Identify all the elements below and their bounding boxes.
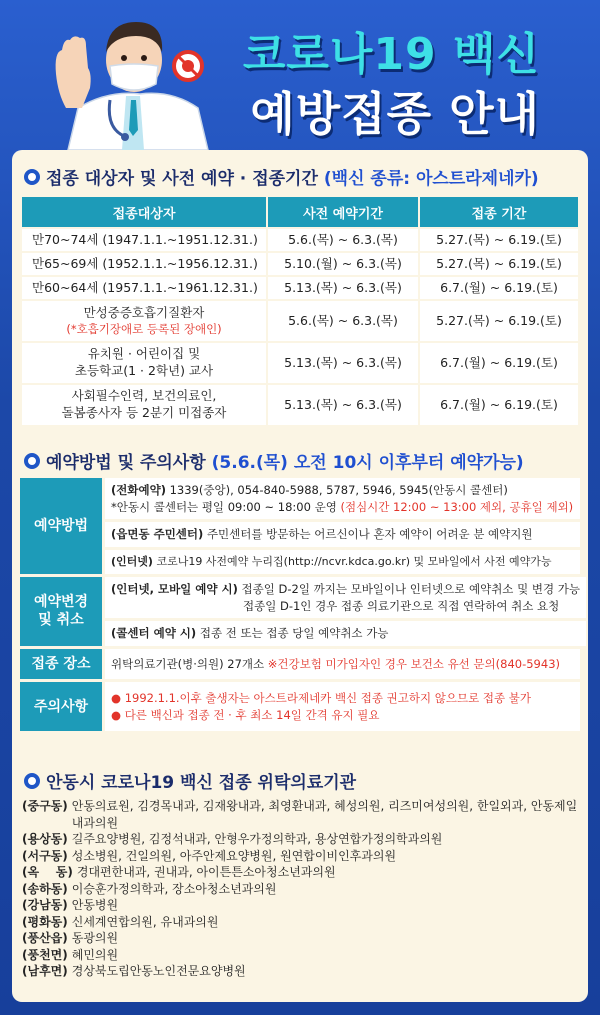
schedule-table	[20, 195, 580, 427]
table-row	[21, 252, 579, 276]
clinic-names: 성소병원, 건일의원, 아주안제요양병원, 원연합이비인후과의원	[71, 848, 397, 863]
change-call-tag: (콜센터 예약 시)	[111, 626, 197, 641]
method-callcenter-text: *안동시 콜센터는 평일 09:00 ~ 18:00 운영	[111, 499, 337, 514]
column-header-target: 접종대상자	[21, 196, 267, 228]
clinic-list	[22, 798, 578, 980]
cell-target: 만70~74세 (1947.1.1.~1951.12.31.)	[21, 228, 267, 252]
cell-target	[21, 384, 267, 426]
clinic-area: (옥 동)	[22, 865, 73, 879]
method-content	[105, 478, 580, 574]
section-reservation-heading	[24, 448, 524, 473]
change-call-text: 접종 전 또는 접종 당일 예약취소 가능	[199, 626, 389, 641]
column-header-reserve: 사전 예약기간	[267, 196, 419, 228]
place-label: 접종 장소	[20, 649, 102, 679]
section-schedule-highlight: (백신 종류: 아스트라제네카)	[323, 169, 539, 189]
list-item	[22, 848, 578, 865]
clinic-names: 혜민의원	[71, 947, 119, 962]
method-phone-text: 1339(중앙), 054-840-5988, 5787, 5946, 5945(안동시 콜센터)	[169, 483, 508, 497]
change-content	[105, 577, 586, 646]
section-clinics-heading	[24, 768, 356, 793]
page-title-line2: 예방접종 안내	[250, 87, 540, 141]
table-row	[21, 276, 579, 300]
section-schedule-title: 접종 대상자 및 사전 예약 · 접종기간	[46, 169, 318, 189]
header	[0, 0, 600, 150]
place-content	[105, 649, 580, 679]
clinic-area: (남후면)	[22, 964, 68, 978]
method-center-tag: (읍면동 주민센터)	[111, 527, 204, 542]
clinic-names: 길주요양병원, 김정석내과, 안형우가정의학과, 용상연합가정의학과의원	[71, 832, 443, 846]
list-item	[22, 831, 578, 848]
method-phone-tag: (전화예약)	[111, 483, 166, 497]
table-row	[21, 384, 579, 426]
change-label-line1: 예약변경	[33, 594, 89, 611]
cell-target: 만60~64세 (1957.1.1.~1961.12.31.)	[21, 276, 267, 300]
cell-target-line2: 돌봄종사자 등 2분기 미접종자	[61, 405, 227, 420]
table-row	[21, 342, 579, 384]
method-internet-text: 코로나19 사전예약 누리집(http://ncvr.kdca.go.kr) 및 모바일에서 사전 예약가능	[156, 555, 552, 569]
section-schedule-heading	[24, 164, 539, 189]
table-row	[21, 228, 579, 252]
cell-period: 6.7.(월) ~ 6.19.(토)	[419, 276, 579, 300]
caution-content	[105, 682, 580, 731]
list-item	[22, 963, 578, 980]
doctor-illustration-icon	[48, 8, 218, 150]
table-row	[21, 300, 579, 342]
list-item	[22, 930, 578, 947]
section-reservation-highlight: (5.6.(목) 오전 10시 이후부터 예약가능)	[211, 453, 524, 473]
method-phone	[105, 478, 580, 519]
clinic-area: (풍산읍)	[22, 931, 68, 945]
section-clinics-title: 안동시 코로나19 백신 접종 위탁의료기관	[46, 773, 357, 793]
bullet-circle-icon	[24, 169, 40, 185]
caution-row	[20, 682, 580, 731]
list-item	[22, 864, 578, 881]
cell-period: 6.7.(월) ~ 6.19.(토)	[419, 384, 579, 426]
clinic-names: 신세계연합의원, 유내과의원	[71, 914, 219, 929]
change-label-line2: 및 취소	[38, 612, 84, 629]
list-item	[22, 897, 578, 914]
change-net-text2: 접종일 D-1인 경우 접종 의료기관으로 직접 연락하여 취소 요청	[243, 598, 560, 613]
method-internet	[105, 550, 580, 574]
cell-target	[21, 342, 267, 384]
caution-item-2: ● 다른 백신과 접종 전 · 후 최소 14일 간격 유지 필요	[111, 707, 380, 722]
cell-reserve: 5.13.(목) ~ 6.3.(목)	[267, 384, 419, 426]
clinic-names: 안동의료원, 김경목내과, 김재왕내과, 최영환내과, 혜성의원, 리즈미여성의원, 한일외과, 안동제일내과의원	[71, 799, 578, 830]
list-item	[22, 798, 578, 831]
cell-target	[21, 300, 267, 342]
clinic-area: (용상동)	[22, 832, 68, 846]
cell-target: 만65~69세 (1952.1.1.~1956.12.31.)	[21, 252, 267, 276]
caution-items	[105, 682, 580, 731]
cell-target-main: 만성중증호흡기질환자	[83, 304, 205, 320]
cell-period: 6.7.(월) ~ 6.19.(토)	[419, 342, 579, 384]
section-reservation-title: 예약방법 및 주의사항	[46, 453, 206, 473]
cell-period: 5.27.(목) ~ 6.19.(토)	[419, 300, 579, 342]
cell-target-main: 사회필수인력, 보건의료인,	[71, 388, 217, 404]
method-internet-tag: (인터넷)	[111, 555, 153, 569]
change-net-tag: (인터넷, 모바일 예약 시)	[111, 581, 238, 596]
bullet-circle-icon	[24, 453, 40, 469]
method-callcenter-red: (점심시간 12:00 ~ 13:00 제외, 공휴일 제외)	[340, 499, 574, 514]
page-title-line1: 코로나19 백신	[242, 29, 540, 80]
cell-reserve: 5.6.(목) ~ 6.3.(목)	[267, 300, 419, 342]
cell-target-main: 유치원 · 어린이집 및	[87, 346, 201, 362]
change-net-text: 접종일 D-2일 까지는 모바일이나 인터넷으로 예약취소 및 변경 가능	[241, 581, 580, 596]
method-center-text: 주민센터를 방문하는 어르신이나 혼자 예약이 어려운 분 예약지원	[206, 527, 533, 542]
reservation-table	[20, 478, 580, 734]
cell-reserve: 5.6.(목) ~ 6.3.(목)	[267, 228, 419, 252]
cell-target-line2: 초등학교(1 · 2학년) 교사	[74, 363, 214, 378]
place-row	[20, 649, 580, 679]
method-label: 예약방법	[20, 478, 102, 574]
change-label	[20, 577, 102, 646]
list-item	[22, 881, 578, 898]
clinic-area: (평화동)	[22, 914, 68, 929]
info-card	[12, 150, 588, 1002]
clinic-names: 경대편한내과, 권내과, 아이튼튼소아청소년과의원	[76, 865, 336, 879]
place-text: 위탁의료기관(병·의원) 27개소	[111, 656, 265, 671]
cell-reserve: 5.10.(월) ~ 6.3.(목)	[267, 252, 419, 276]
clinic-names: 안동병원	[71, 898, 119, 912]
clinic-area: (강남동)	[22, 898, 68, 912]
clinic-area: (풍천면)	[22, 947, 68, 962]
change-row	[20, 577, 580, 646]
column-header-period: 접종 기간	[419, 196, 579, 228]
cell-reserve: 5.13.(목) ~ 6.3.(목)	[267, 342, 419, 384]
cell-target-note: (*호흡기장애로 등록된 장애인)	[66, 321, 222, 336]
list-item	[22, 947, 578, 964]
method-center	[105, 522, 580, 547]
clinic-area: (중구동)	[22, 799, 68, 813]
method-row	[20, 478, 580, 574]
list-item	[22, 914, 578, 931]
cell-period: 5.27.(목) ~ 6.19.(토)	[419, 252, 579, 276]
clinic-names: 경상북도립안동노인전문요양병원	[71, 964, 246, 978]
place-line	[105, 649, 580, 679]
cell-period: 5.27.(목) ~ 6.19.(토)	[419, 228, 579, 252]
clinic-area: (송하동)	[22, 881, 68, 896]
place-red: ※건강보험 미가입자인 경우 보건소 유선 문의(840-5943)	[267, 656, 560, 671]
bullet-circle-icon	[24, 773, 40, 789]
caution-item-1: ● 1992.1.1.이후 출생자는 아스트라제네카 백신 접종 권고하지 않으므로 접종 불가	[111, 690, 531, 705]
change-call	[105, 621, 586, 646]
clinic-area: (서구동)	[22, 848, 68, 863]
change-net	[105, 577, 586, 618]
clinic-names: 동광의원	[71, 931, 119, 945]
clinic-names: 이승훈가정의학과, 장소아청소년과의원	[71, 881, 277, 896]
cell-reserve: 5.13.(목) ~ 6.3.(목)	[267, 276, 419, 300]
caution-label: 주의사항	[20, 682, 102, 731]
